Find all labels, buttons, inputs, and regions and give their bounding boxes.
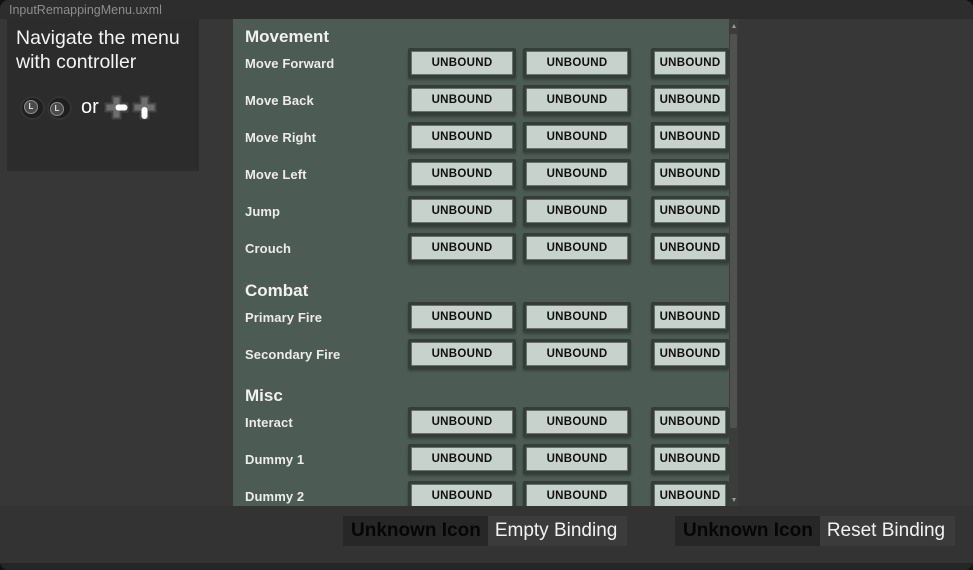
binding-button[interactable]: UNBOUND <box>651 339 729 369</box>
binding-button[interactable]: UNBOUND <box>408 122 516 152</box>
bindings-list <box>233 19 729 506</box>
binding-button[interactable]: UNBOUND <box>651 196 729 226</box>
binding-button[interactable]: UNBOUND <box>651 159 729 189</box>
binding-row-move-right <box>245 122 729 152</box>
footer-hint-empty-binding <box>343 516 627 546</box>
binding-button[interactable]: UNBOUND <box>651 407 729 437</box>
controller-hint-panel <box>7 19 199 171</box>
binding-button[interactable]: UNBOUND <box>408 407 516 437</box>
left-stick-horizontal-icon <box>20 96 45 120</box>
action-label: Move Left <box>245 166 307 182</box>
binding-button[interactable]: UNBOUND <box>523 233 631 263</box>
binding-button[interactable]: UNBOUND <box>651 481 729 506</box>
action-label: Crouch <box>245 240 292 256</box>
footer-action-label: Empty Binding <box>494 520 618 541</box>
binding-button[interactable]: UNBOUND <box>408 48 516 78</box>
document-tab-strip <box>0 0 973 19</box>
binding-button[interactable]: UNBOUND <box>523 407 631 437</box>
action-label: Move Back <box>245 92 314 108</box>
scroll-up-button[interactable] <box>729 19 738 32</box>
section-title-combat: Combat <box>245 281 309 300</box>
binding-button[interactable]: UNBOUND <box>523 444 631 474</box>
binding-button[interactable]: UNBOUND <box>408 233 516 263</box>
binding-button[interactable]: UNBOUND <box>651 122 729 152</box>
binding-button[interactable]: UNBOUND <box>523 48 631 78</box>
hint-or-label: or <box>81 96 99 118</box>
bindings-scrollview <box>233 19 738 506</box>
binding-row-dummy-2 <box>245 481 729 506</box>
binding-button[interactable]: UNBOUND <box>651 85 729 115</box>
binding-row-move-forward <box>245 48 729 78</box>
binding-button[interactable]: UNBOUND <box>408 85 516 115</box>
action-label: Move Forward <box>245 55 335 71</box>
scrollbar-thumb[interactable] <box>730 34 737 428</box>
binding-button[interactable]: UNBOUND <box>408 196 516 226</box>
binding-button[interactable]: UNBOUND <box>408 159 516 189</box>
left-stick-vertical-icon <box>47 96 72 120</box>
binding-row-move-left <box>245 159 729 189</box>
binding-button[interactable]: UNBOUND <box>651 48 729 78</box>
binding-button[interactable]: UNBOUND <box>408 302 516 332</box>
binding-button[interactable]: UNBOUND <box>408 339 516 369</box>
action-label: Interact <box>245 414 293 430</box>
binding-button[interactable]: UNBOUND <box>523 302 631 332</box>
binding-row-move-back <box>245 85 729 115</box>
unknown-icon-placeholder: Unknown Icon <box>343 516 488 546</box>
arrow-down-icon <box>732 498 736 502</box>
section-title-misc: Misc <box>245 386 283 405</box>
arrow-up-icon <box>732 24 736 28</box>
window-bottom-edge <box>0 563 973 570</box>
binding-button[interactable]: UNBOUND <box>523 481 631 506</box>
binding-button[interactable]: UNBOUND <box>408 444 516 474</box>
action-label: Jump <box>245 203 281 219</box>
binding-button[interactable]: UNBOUND <box>523 159 631 189</box>
binding-row-dummy-1 <box>245 444 729 474</box>
binding-button[interactable]: UNBOUND <box>651 233 729 263</box>
document-tab-title: InputRemappingMenu.uxml <box>9 3 162 17</box>
binding-button[interactable]: UNBOUND <box>523 339 631 369</box>
footer-action-label: Reset Binding <box>826 520 946 541</box>
action-label: Secondary Fire <box>245 346 341 362</box>
binding-button[interactable]: UNBOUND <box>651 444 729 474</box>
binding-row-interact <box>245 407 729 437</box>
stick-label: L <box>24 100 38 114</box>
footer-hint-reset-binding <box>675 516 955 546</box>
action-label: Primary Fire <box>245 309 323 325</box>
binding-button[interactable]: UNBOUND <box>523 122 631 152</box>
binding-button[interactable]: UNBOUND <box>523 196 631 226</box>
section-title-movement: Movement <box>245 27 330 46</box>
hint-icon-row <box>20 94 158 121</box>
action-label: Dummy 1 <box>245 451 305 467</box>
stick-label: L <box>50 102 64 116</box>
vertical-scrollbar[interactable] <box>729 19 738 506</box>
binding-row-secondary-fire <box>245 339 729 369</box>
hint-text: Navigate the menu with controller <box>16 27 180 74</box>
action-label: Dummy 2 <box>245 488 305 504</box>
binding-button[interactable]: UNBOUND <box>408 481 516 506</box>
binding-row-primary-fire <box>245 302 729 332</box>
scroll-down-button[interactable] <box>729 493 738 506</box>
dpad-horizontal-icon <box>103 94 130 121</box>
binding-row-crouch <box>245 233 729 263</box>
action-label: Move Right <box>245 129 317 145</box>
binding-row-jump <box>245 196 729 226</box>
dpad-vertical-icon <box>131 94 158 121</box>
binding-button[interactable]: UNBOUND <box>523 85 631 115</box>
binding-button[interactable]: UNBOUND <box>651 302 729 332</box>
unknown-icon-placeholder: Unknown Icon <box>675 516 820 546</box>
